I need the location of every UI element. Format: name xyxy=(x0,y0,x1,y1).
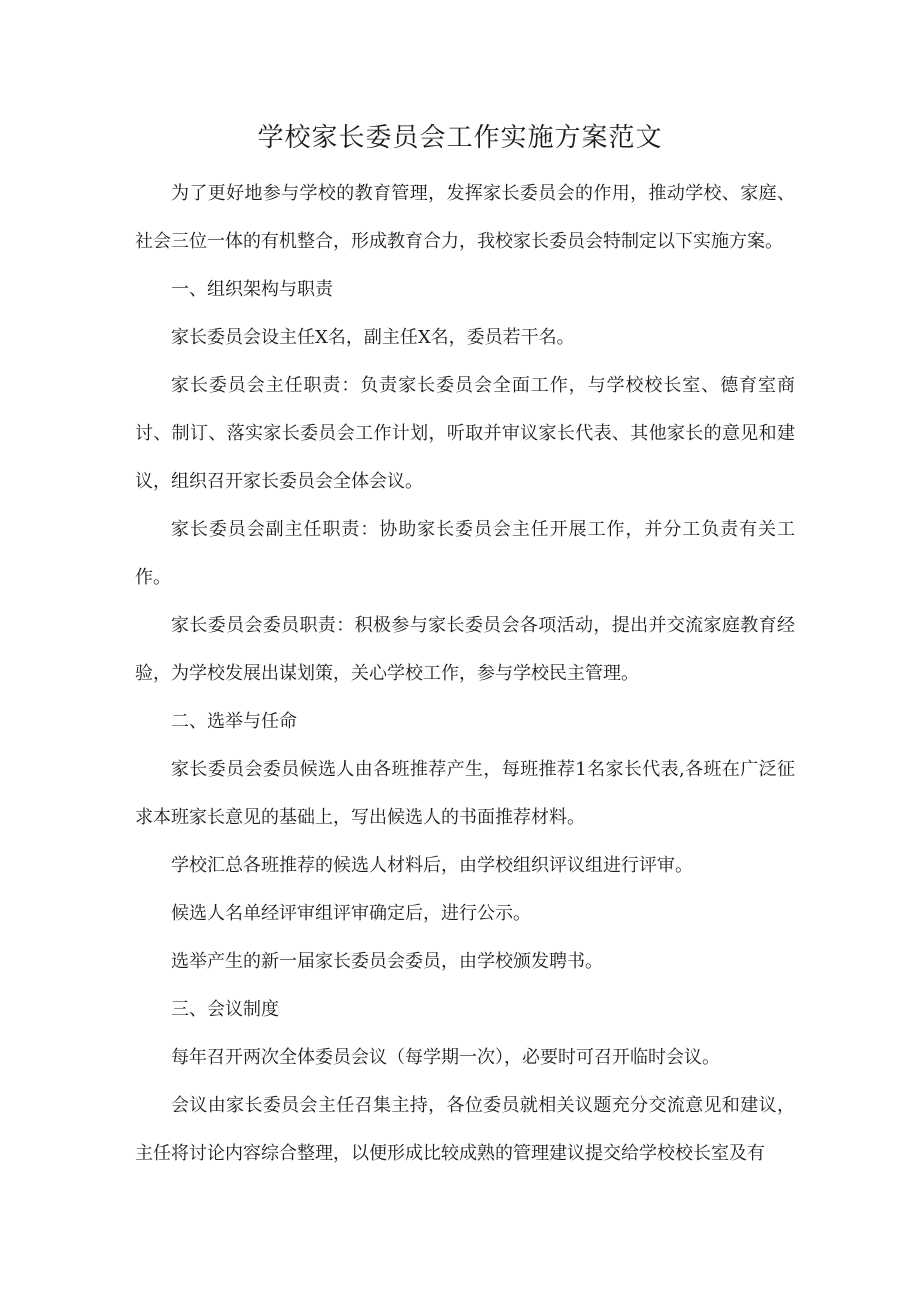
section-heading-election: 二、选举与任命 xyxy=(171,711,297,732)
paragraph-director-duties: 家长委员会主任职责：负责家长委员会全面工作，与学校校长室、德育室商讨、制订、落实家长委员会工作计划，听取并审议家长代表、其他家长的意见和建议，组织召开家长委员会全体会议。 xyxy=(135,375,795,492)
intro-paragraph: 为了更好地参与学校的教育管理，发挥家长委员会的作用，推动学校、家庭、社会三位一体的有机整合，形成教育合力，我校家长委员会特制定以下实施方案。 xyxy=(135,183,795,252)
section-heading-organization: 一、组织架构与职责 xyxy=(171,279,333,300)
paragraph-publicity: 候选人名单经评审组评审确定后，进行公示。 xyxy=(171,903,531,924)
paragraph-review: 学校汇总各班推荐的候选人材料后，由学校组织评议组进行评审。 xyxy=(171,855,693,876)
paragraph-candidates: 家长委员会委员候选人由各班推荐产生，每班推荐1名家长代表,各班在广泛征求本班家长意见的基础上，写出候选人的书面推荐材料。 xyxy=(135,759,795,828)
paragraph-appointment: 选举产生的新一届家长委员会委员，由学校颁发聘书。 xyxy=(171,951,603,972)
paragraph-meeting-frequency: 每年召开两次全体委员会议（每学期一次），必要时可召开临时会议。 xyxy=(171,1047,720,1068)
paragraph-meeting-process: 会议由家长委员会主任召集主持，各位委员就相关议题充分交流意见和建议，主任将讨论内容综合整理，以便形成比较成熟的管理建议提交给学校校长室及有 xyxy=(135,1095,795,1164)
paragraph-member-duties: 家长委员会委员职责：积极参与家长委员会各项活动，提出并交流家庭教育经验，为学校发展出谋划策，关心学校工作，参与学校民主管理。 xyxy=(135,615,795,684)
paragraph-deputy-duties: 家长委员会副主任职责：协助家长委员会主任开展工作，并分工负责有关工作。 xyxy=(135,519,795,588)
paragraph-composition: 家长委员会设主任X名，副主任X名，委员若干名。 xyxy=(171,327,575,348)
section-heading-meetings: 三、会议制度 xyxy=(171,999,279,1020)
document-body xyxy=(135,170,795,1178)
document-title: 学校家长委员会工作实施方案范文 xyxy=(257,123,663,153)
